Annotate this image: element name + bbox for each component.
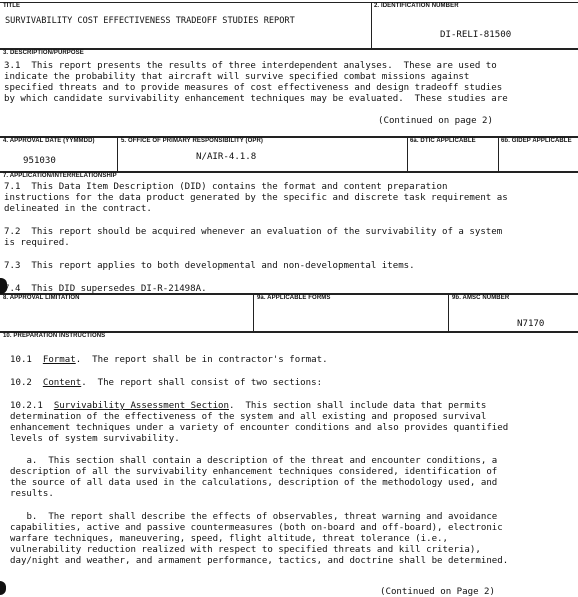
instructions-continued-note: (Continued on Page 2) (380, 587, 495, 597)
paragraph-number: 10.2 (10, 378, 32, 388)
application-line: 7.4 This DID supersedes DI-R-21498A. (4, 284, 207, 294)
description-line: by which candidate survivability enhancement techniques may be evaluated. These studies are (4, 94, 508, 104)
description-line: specified threats and to provide measures of cost effectiveness and design tradeoff studies (4, 83, 503, 93)
preparation-instructions-label: 10. PREPARATION INSTRUCTIONS (3, 333, 106, 339)
identification-number-label: 2. IDENTIFICATION NUMBER (374, 3, 459, 9)
application-line: delineated in the contract. (4, 204, 152, 214)
application-line: instructions for the data product generated by the specific and discrete task requirement as (4, 193, 508, 203)
application-line: is required. (4, 238, 70, 248)
divider-approval-office (117, 137, 118, 172)
scan-artifact (0, 581, 6, 595)
amsc-number-label: 9b. AMSC NUMBER (452, 295, 510, 301)
instruction-line: description of all the survivability enhancement techniques considered, identification of (10, 467, 498, 477)
paragraph-text: . The report shall consist of two sections: (81, 378, 323, 388)
applicable-forms-label: 9a. APPLICABLE FORMS (257, 295, 331, 301)
paragraph-number: 10.2.1 (10, 401, 43, 411)
approval-date: 951030 (23, 156, 56, 166)
approval-limitation-label: 8. APPROVAL LIMITATION (3, 295, 80, 301)
application-label: 7. APPLICATION/INTERRELATIONSHIP (3, 173, 117, 179)
rule-below-title (0, 48, 578, 50)
paragraph-heading: Survivability Assessment Section (53, 401, 230, 411)
divider-forms-amsc (448, 294, 449, 332)
amsc-number: N7170 (517, 319, 545, 329)
paragraph-text: . The report shall be in contractor's format. (75, 355, 328, 365)
top-border (0, 2, 578, 3)
paragraph-heading: Format (42, 355, 76, 365)
paragraph-survivability-assessment (10, 401, 486, 411)
gidep-applicable-label: 6b. GIDEP APPLICABLE (501, 138, 572, 144)
instruction-line: levels of system survivability. (10, 434, 180, 444)
application-line: 7.3 This report applies to both developmental and non-developmental items. (4, 261, 415, 271)
office-label: 5. OFFICE OF PRIMARY RESPONSIBILITY (OPR) (121, 138, 264, 144)
paragraph-text: . This section shall include data that permits (229, 401, 487, 411)
office-of-primary-responsibility: N/AIR-4.1.8 (196, 152, 257, 162)
instruction-line: enhancement techniques under a variety of encounter conditions and also provides quantified (10, 423, 509, 433)
description-line: indicate the probability that aircraft will survive specified combat missions against (4, 72, 470, 82)
instruction-line: capabilities, active and passive countermeasures (both on-board and off-board), electronic (10, 523, 503, 533)
identification-number: DI-RELI-81500 (440, 30, 512, 40)
instruction-line: the source of all data used in the calculations, description of the methodology used, and (10, 478, 498, 488)
instruction-line: results. (10, 489, 54, 499)
paragraph-heading: Content (42, 378, 82, 388)
title-label: TITLE (3, 3, 21, 9)
application-line: 7.1 This Data Item Description (DID) contains the format and content preparation (4, 182, 448, 192)
divider-title-id (371, 2, 372, 49)
dtic-applicable-label: 6a. DTIC APPLICABLE (410, 138, 476, 144)
form-title: SURVIVABILITY COST EFFECTIVENESS TRADEOFF STUDIES REPORT (5, 16, 295, 26)
divider-office-dtic (407, 137, 408, 172)
paragraph-content (10, 378, 322, 388)
divider-limitation-forms (253, 294, 254, 332)
approval-date-label: 4. APPROVAL DATE (YYMMDD) (3, 138, 95, 144)
instruction-line: b. The report shall describe the effects of observables, threat warning and avoidance (10, 512, 498, 522)
instruction-line: determination of the effectiveness of the system and all existing and proposed survival (10, 412, 487, 422)
paragraph-number: 10.1 (10, 355, 32, 365)
description-label: 3. DESCRIPTION/PURPOSE (3, 50, 84, 56)
application-line: 7.2 This report should be acquired whenever an evaluation of the survivability of a system (4, 227, 503, 237)
paragraph-format (10, 355, 328, 365)
divider-dtic-gidep (498, 137, 499, 172)
instruction-line: day/night and weather, and armament performance, tactics, and doctrine shall be determined. (10, 556, 509, 566)
description-continued-note: (Continued on page 2) (378, 116, 493, 126)
instruction-line: vulnerability reduction realized with respect to specified threats and kill criteria), (10, 545, 481, 555)
instruction-line: warfare techniques, maneuvering, speed, flight altitude, threat tolerance (i.e., (10, 534, 448, 544)
instruction-line: a. This section shall contain a description of the threat and encounter conditions, a (10, 456, 498, 466)
description-line: 3.1 This report presents the results of three interdependent analyses. These are used to (4, 61, 497, 71)
